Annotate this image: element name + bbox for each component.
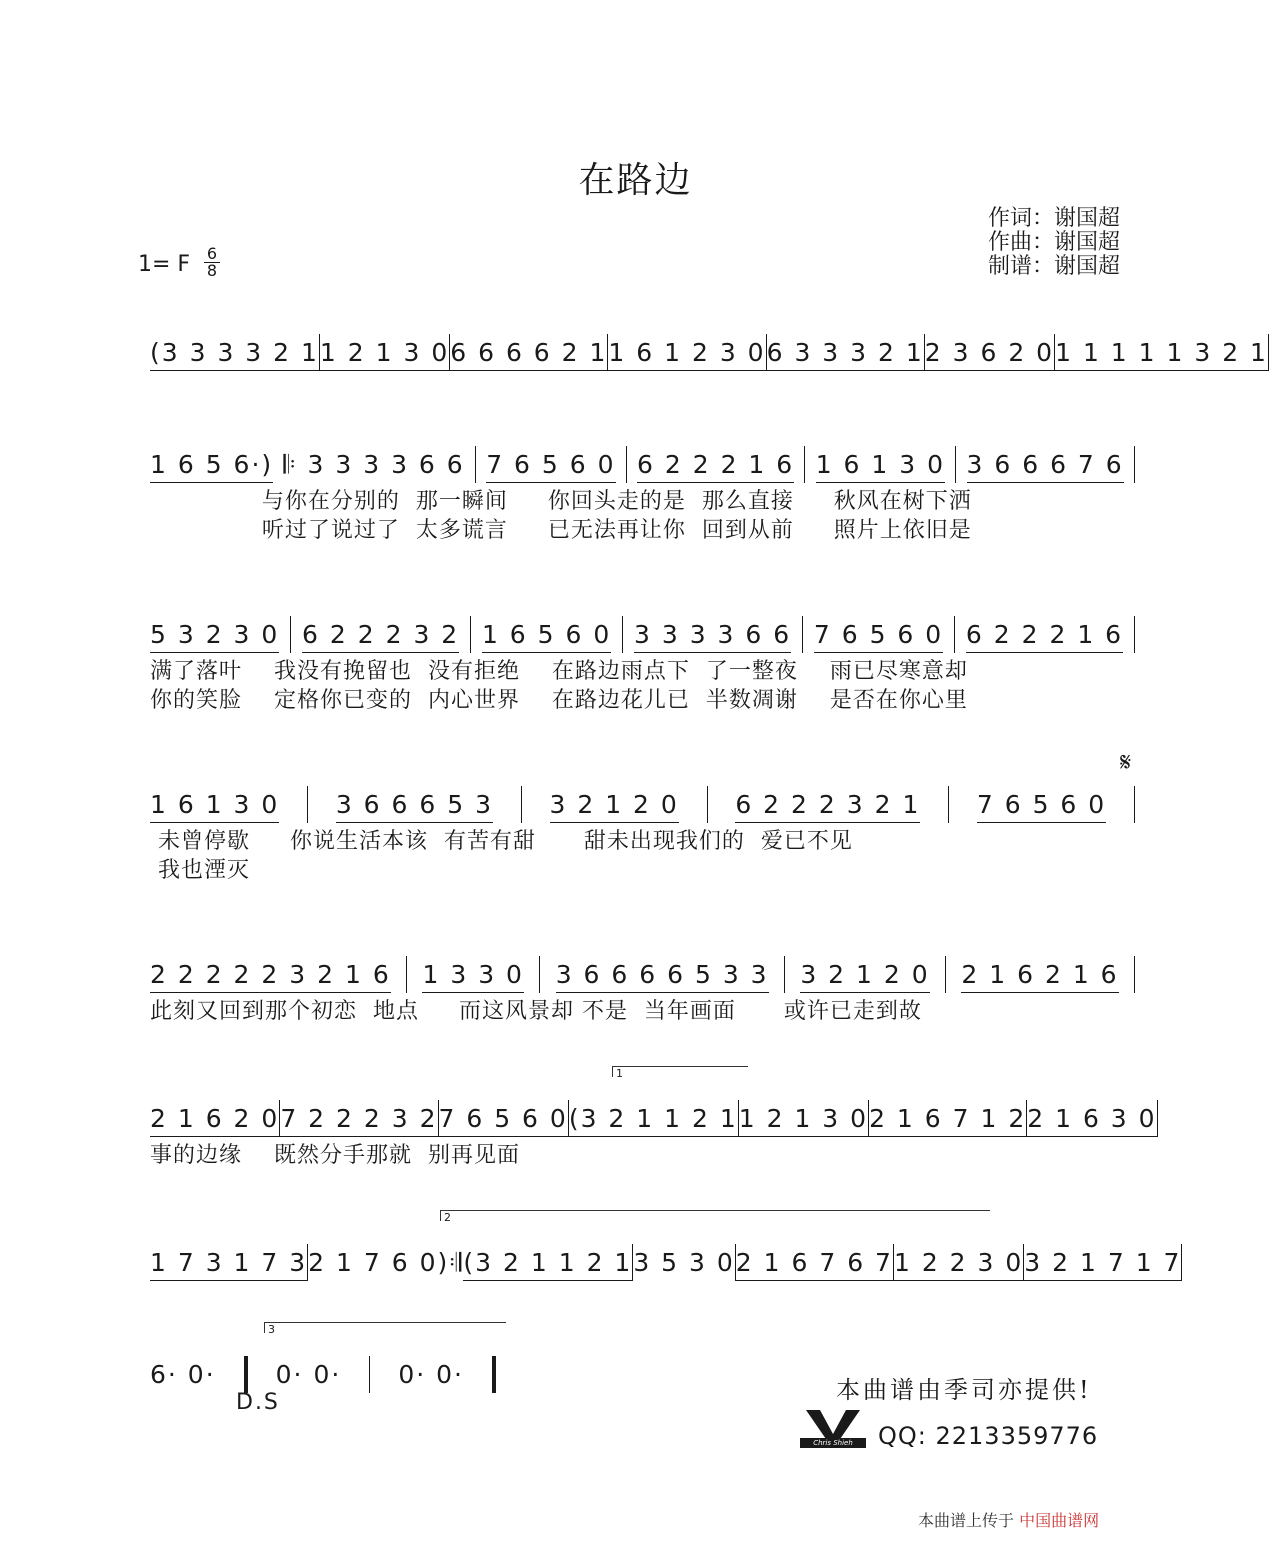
transcriber-credit: 制谱：谢国超: [988, 254, 1121, 279]
barline: [475, 446, 476, 483]
barline: [804, 446, 805, 483]
notes-line: [150, 1248, 1182, 1284]
ds-marking: D.S: [236, 1390, 280, 1415]
measure: 1 6 1 3 0: [816, 450, 945, 483]
time-denominator: 8: [204, 262, 220, 279]
time-numerator: 6: [206, 244, 218, 263]
measure: 6 2 2 2 1 6: [966, 620, 1123, 653]
notes-line: [150, 1104, 1157, 1140]
barline: [1181, 1244, 1182, 1281]
measure: 6 2 2 2 3 2: [302, 620, 459, 653]
volta-3: 3: [264, 1322, 506, 1333]
barline: [954, 616, 955, 653]
barline: [1157, 1100, 1158, 1137]
logo-text: Chris Shieh: [800, 1438, 866, 1448]
volta-1: 1: [612, 1066, 748, 1077]
barline: [492, 1356, 496, 1393]
barline: [1134, 446, 1135, 483]
measure: 3 6 6 6 6 5 3 3: [556, 960, 769, 993]
barline: [539, 956, 540, 993]
notes-line: [150, 790, 1135, 826]
system-3: [150, 620, 1135, 714]
measure: (3 3 3 3 2 1: [150, 338, 319, 371]
notes-line: [150, 1360, 510, 1396]
measure: 3 6 6 6 5 3: [336, 790, 493, 823]
score-title: 在路边: [578, 160, 693, 201]
barline: [369, 1356, 370, 1393]
barline: [307, 786, 308, 823]
measure: 0· 0·: [398, 1360, 464, 1389]
system-6: [150, 1104, 1157, 1169]
barline: [1134, 786, 1135, 823]
measure: 2 3 6 2 0: [925, 338, 1054, 371]
measure: 7 6 5 6 0: [486, 450, 615, 483]
measure: 3 2 1 2 0: [550, 790, 679, 823]
measure: 6 6 6 6 2 1: [450, 338, 607, 371]
time-signature: [204, 246, 220, 279]
measure: 6· 0·: [150, 1360, 216, 1389]
composer-credit: 作曲：谢国超: [988, 230, 1121, 255]
measure: 2 1 6 7 6 7: [736, 1248, 893, 1281]
system-1: [150, 338, 1268, 374]
lyrics-verse-1: 事的边缘 既然分手那就 别再见面: [150, 1143, 520, 1168]
key-signature: 1= F: [138, 252, 191, 277]
system-7: [150, 1248, 1182, 1284]
measure: 7 6 5 6 0: [814, 620, 943, 653]
measure: 1 1 1 1 1 3 2 1: [1055, 338, 1268, 371]
measure: 2 1 6 2 1 6: [961, 960, 1118, 993]
measure: 2 1 6 7 1 2: [869, 1104, 1026, 1137]
measure: 1 3 3 0: [422, 960, 523, 993]
measure: 3 3 3 3 6 6: [634, 620, 791, 653]
measure: 2 2 2 2 2 3 2 1 6: [150, 960, 391, 993]
measure: 1 7 3 1 7 3: [150, 1248, 307, 1281]
barline: [948, 786, 949, 823]
measure: 𝄆 3 3 3 3 6 6: [283, 450, 465, 479]
barline: [626, 446, 627, 483]
measure: 5 3 2 3 0: [150, 620, 279, 653]
barline: [945, 956, 946, 993]
measure: 3 2 1 7 1 7: [1024, 1248, 1181, 1281]
provided-by-note: 本曲谱由季司亦提供!: [836, 1376, 1092, 1404]
notes-line: [150, 338, 1268, 374]
barline: [244, 1356, 248, 1393]
system-2: [150, 450, 1135, 544]
barline: [1134, 956, 1135, 993]
qq-contact: QQ: 2213359776: [878, 1422, 1099, 1450]
measure: 6 2 2 2 3 2 1: [735, 790, 920, 823]
system-8: [150, 1360, 510, 1396]
barline: [1268, 334, 1269, 371]
watermark-site: 中国曲谱网: [1019, 1511, 1100, 1530]
barline: [622, 616, 623, 653]
system-5: [150, 960, 1135, 1025]
measure: 2 1 6 2 0: [150, 1104, 279, 1137]
measure: 3 2 1 2 0: [800, 960, 929, 993]
barline: [1134, 616, 1135, 653]
barline: [521, 786, 522, 823]
system-4: [150, 790, 1135, 884]
lyrics-verse-2: 听过了说过了 太多谎言 已无法再让你 回到从前 照片上依旧是: [150, 518, 972, 543]
measure: 1 2 1 3 0: [739, 1104, 868, 1137]
measure: 6 2 2 2 1 6: [637, 450, 794, 483]
measure: 1 6 1 2 3 0: [608, 338, 765, 371]
barline: [784, 956, 785, 993]
lyrics-verse-2: 我也湮灭: [150, 858, 250, 883]
measure: 1 6 5 6 0: [482, 620, 611, 653]
measure: 1 6 5 6·): [150, 450, 273, 483]
lyrics-verse-1: 此刻又回到那个初恋 地点 而这风景却 不是 当年画面 或许已走到故: [150, 999, 922, 1024]
lyrics-verse-1: 未曾停歇 你说生活本该 有苦有甜 甜未出现我们的 爱已不见: [150, 829, 853, 854]
measure: 0· 0·: [275, 1360, 342, 1389]
watermark-prefix: 本曲谱上传于: [918, 1511, 1015, 1530]
measure: 1 2 1 3 0: [320, 338, 449, 371]
measure: 7 2 2 2 3 2: [280, 1104, 437, 1137]
barline: [802, 616, 803, 653]
measure: 7 6 5 6 0: [977, 790, 1106, 823]
measure: 3 6 6 6 7 6: [967, 450, 1124, 483]
measure: 7 6 5 6 0: [439, 1104, 568, 1137]
measure: (3 2 1 1 2 1: [463, 1248, 632, 1281]
notes-line: [150, 620, 1135, 656]
barline: [470, 616, 471, 653]
measure: 2 1 7 6 0)𝄇: [308, 1248, 464, 1277]
measure: 2 1 6 3 0: [1027, 1104, 1156, 1137]
volta-2: 2: [440, 1210, 990, 1221]
notes-line: [150, 960, 1135, 996]
measure: 6 3 3 3 2 1: [767, 338, 924, 371]
lyrics-verse-1: 与你在分别的 那一瞬间 你回头走的是 那么直接 秋风在树下洒: [150, 489, 972, 514]
watermark: [918, 1508, 1099, 1531]
segno-icon: 𝄋: [1120, 748, 1132, 778]
lyrics-verse-1: 满了落叶 我没有挽留也 没有拒绝 在路边雨点下 了一整夜 雨已尽寒意却: [150, 659, 968, 684]
lyrics-verse-2: 你的笑脸 定格你已变的 内心世界 在路边花儿已 半数凋谢 是否在你心里: [150, 688, 968, 713]
barline: [955, 446, 956, 483]
measure: 3 5 3 0: [633, 1248, 735, 1277]
measure: 1 6 1 3 0: [150, 790, 279, 823]
measure: (3 2 1 1 2 1: [569, 1104, 738, 1137]
barline: [290, 616, 291, 653]
barline: [406, 956, 407, 993]
lyricist-credit: 作词：谢国超: [988, 206, 1121, 231]
notes-line: [150, 450, 1135, 486]
barline: [707, 786, 708, 823]
measure: 1 2 2 3 0: [894, 1248, 1023, 1281]
